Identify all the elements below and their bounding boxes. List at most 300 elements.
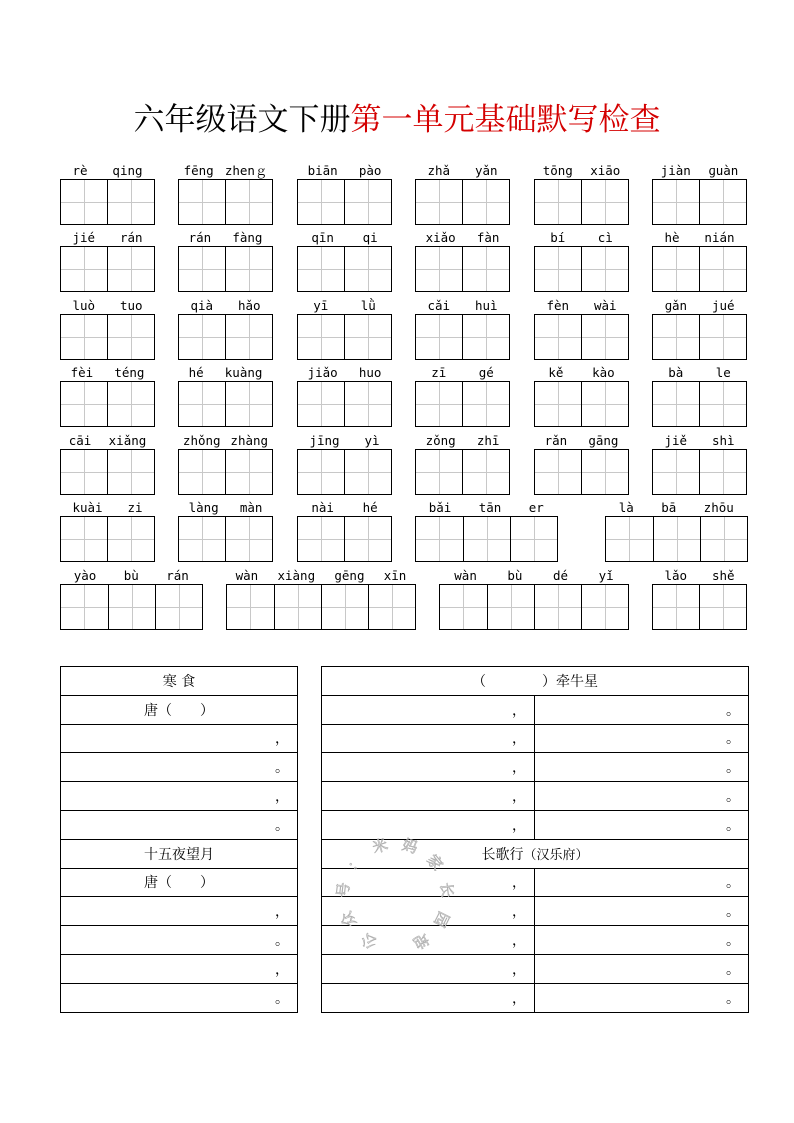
pinyin-syllable: xīn xyxy=(383,567,407,583)
poem-answer-line[interactable]: 。 xyxy=(535,695,749,724)
pinyin-label xyxy=(652,229,747,245)
pinyin-syllable: kuàng xyxy=(224,364,263,380)
pinyin-syllable: kě xyxy=(548,364,564,380)
pinyin-syllable: le xyxy=(715,364,731,380)
writing-cell[interactable] xyxy=(416,315,462,359)
writing-cell[interactable] xyxy=(653,180,699,224)
pinyin-syllable: zhǎ xyxy=(427,162,451,178)
pinyin-label xyxy=(60,499,155,515)
writing-cell[interactable] xyxy=(699,247,746,291)
writing-cell[interactable] xyxy=(344,382,391,426)
writing-cell[interactable] xyxy=(462,180,509,224)
pinyin-syllable: bù xyxy=(507,567,523,583)
tianzige-cells xyxy=(415,449,510,495)
pinyin-label xyxy=(415,162,510,178)
pinyin-syllable: luò xyxy=(72,297,96,313)
pinyin-syllable: hè xyxy=(664,229,680,245)
writing-cell[interactable] xyxy=(107,517,154,561)
poem-answer-line[interactable]: 。 xyxy=(61,926,298,955)
pinyin-syllable: xiǎo xyxy=(425,229,456,245)
pinyin-syllable: zhōu xyxy=(703,499,734,515)
tianzige-cells xyxy=(297,246,392,292)
pinyin-syllable: màn xyxy=(239,499,263,515)
writing-cell[interactable] xyxy=(344,247,391,291)
pinyin-syllable: shì xyxy=(711,432,735,448)
pinyin-label xyxy=(178,432,273,448)
tianzige-cells xyxy=(297,314,392,360)
watermark-char: 长 xyxy=(436,881,457,899)
pinyin-syllable: zhǒng xyxy=(182,432,221,448)
writing-cell[interactable] xyxy=(179,247,225,291)
writing-cell[interactable] xyxy=(535,315,581,359)
pinyin-syllable: ɡuàn xyxy=(708,162,739,178)
pinyin-syllable: tōng xyxy=(542,162,573,178)
watermark-char: 米 xyxy=(370,835,390,857)
writing-cell[interactable] xyxy=(699,315,746,359)
poem-row xyxy=(322,782,749,811)
writing-cell[interactable] xyxy=(416,247,462,291)
poem-answer-line[interactable]: 。 xyxy=(61,810,298,839)
poem-answer-line[interactable]: ， xyxy=(322,983,535,1012)
tianzige-cells xyxy=(226,584,416,630)
pinyin-syllable: qing xyxy=(112,162,143,178)
poem-row xyxy=(61,839,298,868)
poem-answer-line[interactable]: ， xyxy=(322,954,535,983)
pinyin-syllable: zī xyxy=(431,364,447,380)
pinyin-syllable: xiàng xyxy=(277,567,316,583)
pinyin-syllable: làng xyxy=(188,499,219,515)
pinyin-label xyxy=(415,229,510,245)
poem-answer-line[interactable]: 。 xyxy=(535,810,749,839)
writing-cell[interactable] xyxy=(581,247,628,291)
tianzige-cells xyxy=(60,179,155,225)
poem-answer-line[interactable]: ， xyxy=(322,695,535,724)
poem-row xyxy=(61,868,298,897)
pinyin-syllable: rè xyxy=(72,162,88,178)
watermark-char: 众 xyxy=(337,908,360,931)
pinyin-syllable: rǎn xyxy=(544,432,568,448)
writing-cell[interactable] xyxy=(107,450,154,494)
pinyin-syllable: fēng xyxy=(183,162,214,178)
tianzige-cells xyxy=(652,449,747,495)
tianzige-cells xyxy=(415,179,510,225)
writing-cell[interactable] xyxy=(61,517,107,561)
pinyin-syllable: zi xyxy=(127,499,143,515)
writing-cell[interactable] xyxy=(416,517,463,561)
tianzige-cells xyxy=(652,584,747,630)
poem-answer-line[interactable]: ， xyxy=(322,724,535,753)
poem-answer-line[interactable]: ， xyxy=(322,926,535,955)
poem-answer-line[interactable]: ， xyxy=(61,782,298,811)
pinyin-syllable: wài xyxy=(593,297,617,313)
writing-cell[interactable] xyxy=(653,247,699,291)
pinyin-syllable: lǜ xyxy=(360,297,376,313)
tianzige-cells xyxy=(178,314,273,360)
pinyin-syllable: nián xyxy=(704,229,735,245)
tianzige-cells xyxy=(297,381,392,427)
writing-cell[interactable] xyxy=(535,247,581,291)
writing-cell[interactable] xyxy=(581,585,628,629)
pinyin-syllable: qià xyxy=(190,297,214,313)
poem-row xyxy=(61,724,298,753)
writing-cell[interactable] xyxy=(653,450,699,494)
pinyin-syllable: jiǎo xyxy=(307,364,338,380)
writing-cell[interactable] xyxy=(699,382,746,426)
writing-cell[interactable] xyxy=(298,517,344,561)
pinyin-syllable: zhàng xyxy=(230,432,269,448)
pinyin-label xyxy=(605,499,748,515)
pinyin-label xyxy=(297,432,392,448)
pinyin-syllable: zǒng xyxy=(425,432,456,448)
tianzige-cells xyxy=(415,516,558,562)
pinyin-syllable: dé xyxy=(553,567,569,583)
pinyin-syllable: nài xyxy=(311,499,334,515)
writing-cell[interactable] xyxy=(61,247,107,291)
pinyin-syllable: rán xyxy=(119,229,143,245)
pinyin-syllable: gé xyxy=(478,364,494,380)
tianzige-cells xyxy=(60,246,155,292)
pinyin-syllable: bā xyxy=(661,499,677,515)
poem-row xyxy=(61,954,298,983)
writing-cell[interactable] xyxy=(225,517,272,561)
writing-cell[interactable] xyxy=(462,382,509,426)
pinyin-label xyxy=(652,567,747,583)
pinyin-label xyxy=(178,499,273,515)
poem-row xyxy=(61,983,298,1012)
pinyin-syllable: jīng xyxy=(309,432,340,448)
pinyin-syllable: kào xyxy=(592,364,615,380)
title-main: 六年级语文下册 xyxy=(133,102,351,138)
writing-cell[interactable] xyxy=(653,315,699,359)
poem-title-cell: 寒 食 xyxy=(61,667,298,696)
writing-cell[interactable] xyxy=(225,450,272,494)
writing-cell[interactable] xyxy=(510,517,557,561)
writing-cell[interactable] xyxy=(61,585,108,629)
tianzige-cells xyxy=(297,449,392,495)
watermark-text xyxy=(334,835,457,952)
tianzige-cells xyxy=(534,314,629,360)
pinyin-syllable: xiāo xyxy=(590,162,621,178)
pinyin-label xyxy=(178,229,273,245)
writing-cell[interactable] xyxy=(225,180,272,224)
pinyin-syllable: tān xyxy=(478,499,502,515)
pinyin-syllable: fèn xyxy=(546,297,570,313)
writing-cell[interactable] xyxy=(535,450,581,494)
tianzige-cells xyxy=(60,314,155,360)
pinyin-syllable: fèi xyxy=(70,364,94,380)
poem-row xyxy=(61,667,298,696)
writing-cell[interactable] xyxy=(416,180,462,224)
writing-cell[interactable] xyxy=(653,517,700,561)
pinyin-syllable: xiǎng xyxy=(108,432,147,448)
pinyin-syllable: téng xyxy=(114,364,145,380)
tianzige-cells xyxy=(652,381,747,427)
pinyin-syllable: yī xyxy=(313,297,329,313)
writing-cell[interactable] xyxy=(274,585,321,629)
tianzige-cells xyxy=(534,179,629,225)
pinyin-label xyxy=(439,567,629,583)
pinyin-syllable: bà xyxy=(668,364,684,380)
writing-cell[interactable] xyxy=(61,180,107,224)
pinyin-label xyxy=(297,364,392,380)
poem-answer-line[interactable]: ， xyxy=(322,782,535,811)
writing-cell[interactable] xyxy=(344,450,391,494)
pinyin-syllable: fàng xyxy=(232,229,263,245)
pinyin-syllable: huo xyxy=(358,364,382,380)
pinyin-label xyxy=(297,499,392,515)
pinyin-syllable: ɡǎn xyxy=(664,297,688,313)
poem-row xyxy=(61,810,298,839)
writing-cell[interactable] xyxy=(225,315,272,359)
poem-row xyxy=(61,897,298,926)
pinyin-syllable: hé xyxy=(362,499,378,515)
poem-answer-line[interactable]: ， xyxy=(322,753,535,782)
pinyin-syllable: yào xyxy=(73,567,97,583)
poem-answer-line[interactable]: ， xyxy=(322,897,535,926)
writing-cell[interactable] xyxy=(155,585,202,629)
poem-title-cell: 唐（ ） xyxy=(61,868,298,897)
poem-answer-line[interactable]: 。 xyxy=(535,782,749,811)
pinyin-label xyxy=(534,297,629,313)
writing-cell[interactable] xyxy=(108,585,155,629)
writing-cell[interactable] xyxy=(534,585,581,629)
poem-row xyxy=(322,667,749,696)
poem-answer-line[interactable]: ， xyxy=(322,810,535,839)
pinyin-syllable: lǎo xyxy=(664,567,688,583)
writing-cell[interactable] xyxy=(107,382,154,426)
writing-cell[interactable] xyxy=(179,315,225,359)
pinyin-syllable: jiě xyxy=(664,432,688,448)
pinyin-label xyxy=(60,567,203,583)
writing-cell[interactable] xyxy=(606,517,653,561)
tianzige-cells xyxy=(415,314,510,360)
pinyin-syllable: yǐ xyxy=(598,567,614,583)
pinyin-syllable: jué xyxy=(711,297,735,313)
writing-cell[interactable] xyxy=(298,247,344,291)
writing-cell[interactable] xyxy=(581,180,628,224)
tianzige-cells xyxy=(534,381,629,427)
writing-cell[interactable] xyxy=(416,450,462,494)
writing-cell[interactable] xyxy=(344,315,391,359)
pinyin-syllable: yǎn xyxy=(474,162,498,178)
writing-cell[interactable] xyxy=(581,382,628,426)
writing-cell[interactable] xyxy=(699,585,746,629)
writing-cell[interactable] xyxy=(463,517,510,561)
writing-cell[interactable] xyxy=(535,180,581,224)
writing-cell[interactable] xyxy=(416,382,462,426)
poem-answer-line[interactable]: ， xyxy=(61,724,298,753)
poem-title-cell xyxy=(322,667,749,696)
pinyin-label xyxy=(297,162,392,178)
pinyin-label xyxy=(178,364,273,380)
pinyin-syllable: gēng xyxy=(334,567,365,583)
writing-cell[interactable] xyxy=(699,450,746,494)
pinyin-syllable: kuài xyxy=(72,499,103,515)
writing-cell[interactable] xyxy=(368,585,415,629)
writing-cell[interactable] xyxy=(535,382,581,426)
pinyin-syllable: hǎo xyxy=(237,297,261,313)
pinyin-syllable: cǎi xyxy=(427,297,451,313)
poem-answer-line[interactable]: 。 xyxy=(535,983,749,1012)
tianzige-cells xyxy=(605,516,748,562)
pinyin-syllable: er xyxy=(528,499,544,515)
poem-answer-line[interactable]: 。 xyxy=(61,983,298,1012)
pinyin-syllable: pào xyxy=(358,162,382,178)
tianzige-cells xyxy=(297,179,392,225)
pinyin-syllable: bǎi xyxy=(428,499,452,515)
pinyin-label xyxy=(297,229,392,245)
tianzige-cells xyxy=(652,314,747,360)
poem-title-cell: 十五夜望月 xyxy=(61,839,298,868)
tianzige-cells xyxy=(652,246,747,292)
pinyin-syllable: cāi xyxy=(68,432,92,448)
pinyin-syllable: zhenｇ xyxy=(224,163,268,178)
writing-cell[interactable] xyxy=(179,382,225,426)
pinyin-label xyxy=(415,432,510,448)
tianzige-cells xyxy=(415,246,510,292)
poem-answer-line[interactable]: 。 xyxy=(535,753,749,782)
writing-cell[interactable] xyxy=(179,517,225,561)
pinyin-syllable: bù xyxy=(123,567,139,583)
watermark-char: 公 xyxy=(357,929,381,953)
writing-cell[interactable] xyxy=(107,180,154,224)
tianzige-cells xyxy=(439,584,629,630)
pinyin-syllable: gāng xyxy=(588,432,619,448)
pinyin-label xyxy=(415,364,510,380)
poem-title-cell: 唐（ ） xyxy=(61,695,298,724)
pinyin-syllable: cì xyxy=(597,229,613,245)
pinyin-label xyxy=(652,364,747,380)
writing-cell[interactable] xyxy=(227,585,274,629)
writing-cell[interactable] xyxy=(107,247,154,291)
writing-cell[interactable] xyxy=(225,247,272,291)
writing-cell[interactable] xyxy=(298,315,344,359)
poem-dynasty: （汉乐府） xyxy=(523,847,589,863)
writing-cell[interactable] xyxy=(225,382,272,426)
watermark-char: 号 xyxy=(333,881,354,899)
writing-cell[interactable] xyxy=(462,315,509,359)
writing-cell[interactable] xyxy=(298,450,344,494)
pinyin-syllable: jiàn xyxy=(660,162,691,178)
tianzige-cells xyxy=(178,246,273,292)
pinyin-label xyxy=(60,364,155,380)
writing-cell[interactable] xyxy=(107,315,154,359)
writing-cell[interactable] xyxy=(298,382,344,426)
pinyin-label xyxy=(297,297,392,313)
poem-answer-line[interactable]: ， xyxy=(61,954,298,983)
title-unit: 第一单元基础默写检查 xyxy=(350,102,661,138)
pinyin-label xyxy=(534,162,629,178)
poem-row xyxy=(322,724,749,753)
writing-cell[interactable] xyxy=(653,585,699,629)
tianzige-cells xyxy=(415,381,510,427)
pinyin-syllable: jié xyxy=(72,229,96,245)
pinyin-syllable: wàn xyxy=(454,567,477,583)
pinyin-syllable: là xyxy=(618,499,634,515)
pinyin-label xyxy=(652,162,747,178)
writing-cell[interactable] xyxy=(321,585,368,629)
watermark-char: ： xyxy=(343,851,367,875)
watermark-char: 地 xyxy=(409,929,433,953)
pinyin-syllable: yì xyxy=(364,432,380,448)
writing-cell[interactable] xyxy=(298,180,344,224)
tianzige-cells xyxy=(178,381,273,427)
tianzige-cells xyxy=(60,516,155,562)
writing-cell[interactable] xyxy=(179,450,225,494)
pinyin-label xyxy=(652,297,747,313)
poem-row xyxy=(61,926,298,955)
tianzige-cells xyxy=(534,246,629,292)
pinyin-label xyxy=(60,297,155,313)
poem-answer-line[interactable]: 。 xyxy=(535,897,749,926)
writing-cell[interactable] xyxy=(440,585,487,629)
poem-answer-line[interactable]: 。 xyxy=(535,868,749,897)
writing-cell[interactable] xyxy=(61,382,107,426)
writing-cell[interactable] xyxy=(179,180,225,224)
writing-cell[interactable] xyxy=(700,517,747,561)
pinyin-syllable: bí xyxy=(550,229,566,245)
poem-answer-line[interactable]: 。 xyxy=(61,753,298,782)
watermark-char: 妈 xyxy=(400,835,420,857)
pinyin-syllable: rán xyxy=(188,229,212,245)
writing-cell[interactable] xyxy=(61,450,107,494)
pinyin-label xyxy=(60,229,155,245)
watermark-char: 家 xyxy=(423,851,447,875)
tianzige-cells xyxy=(178,449,273,495)
writing-cell[interactable] xyxy=(462,247,509,291)
poem-answer-line[interactable]: ， xyxy=(322,868,535,897)
pinyin-syllable: fàn xyxy=(476,229,500,245)
poem-answer-line[interactable]: 。 xyxy=(535,954,749,983)
tianzige-cells xyxy=(60,449,155,495)
page-title xyxy=(0,100,794,140)
writing-cell[interactable] xyxy=(581,450,628,494)
writing-cell[interactable] xyxy=(653,382,699,426)
tianzige-cells xyxy=(652,179,747,225)
writing-cell[interactable] xyxy=(61,315,107,359)
tianzige-cells xyxy=(178,516,273,562)
poem-answer-line[interactable]: 。 xyxy=(535,724,749,753)
pinyin-label xyxy=(178,297,273,313)
poem-row xyxy=(322,753,749,782)
writing-cell[interactable] xyxy=(487,585,534,629)
poem-answer-line[interactable]: 。 xyxy=(535,926,749,955)
pinyin-label xyxy=(534,364,629,380)
writing-cell[interactable] xyxy=(699,180,746,224)
writing-cell[interactable] xyxy=(462,450,509,494)
writing-cell[interactable] xyxy=(344,180,391,224)
pinyin-syllable: zhī xyxy=(476,432,500,448)
poem-row xyxy=(61,753,298,782)
pinyin-syllable: hé xyxy=(188,364,204,380)
pinyin-label xyxy=(415,297,510,313)
poem-row xyxy=(322,695,749,724)
pinyin-syllable: biān xyxy=(307,162,338,178)
poem-title: 长歌行 xyxy=(481,846,524,863)
writing-cell[interactable] xyxy=(581,315,628,359)
poem-row xyxy=(61,695,298,724)
poem-title: （ ）牵牛星 xyxy=(472,673,598,690)
poem-answer-line[interactable]: ， xyxy=(61,897,298,926)
pinyin-label xyxy=(652,432,747,448)
pinyin-syllable: rán xyxy=(166,567,189,583)
pinyin-label xyxy=(60,162,155,178)
tianzige-cells xyxy=(534,449,629,495)
tianzige-cells xyxy=(60,584,203,630)
poem-row xyxy=(322,983,749,1012)
writing-cell[interactable] xyxy=(344,517,391,561)
pinyin-syllable: qīn xyxy=(311,229,334,245)
